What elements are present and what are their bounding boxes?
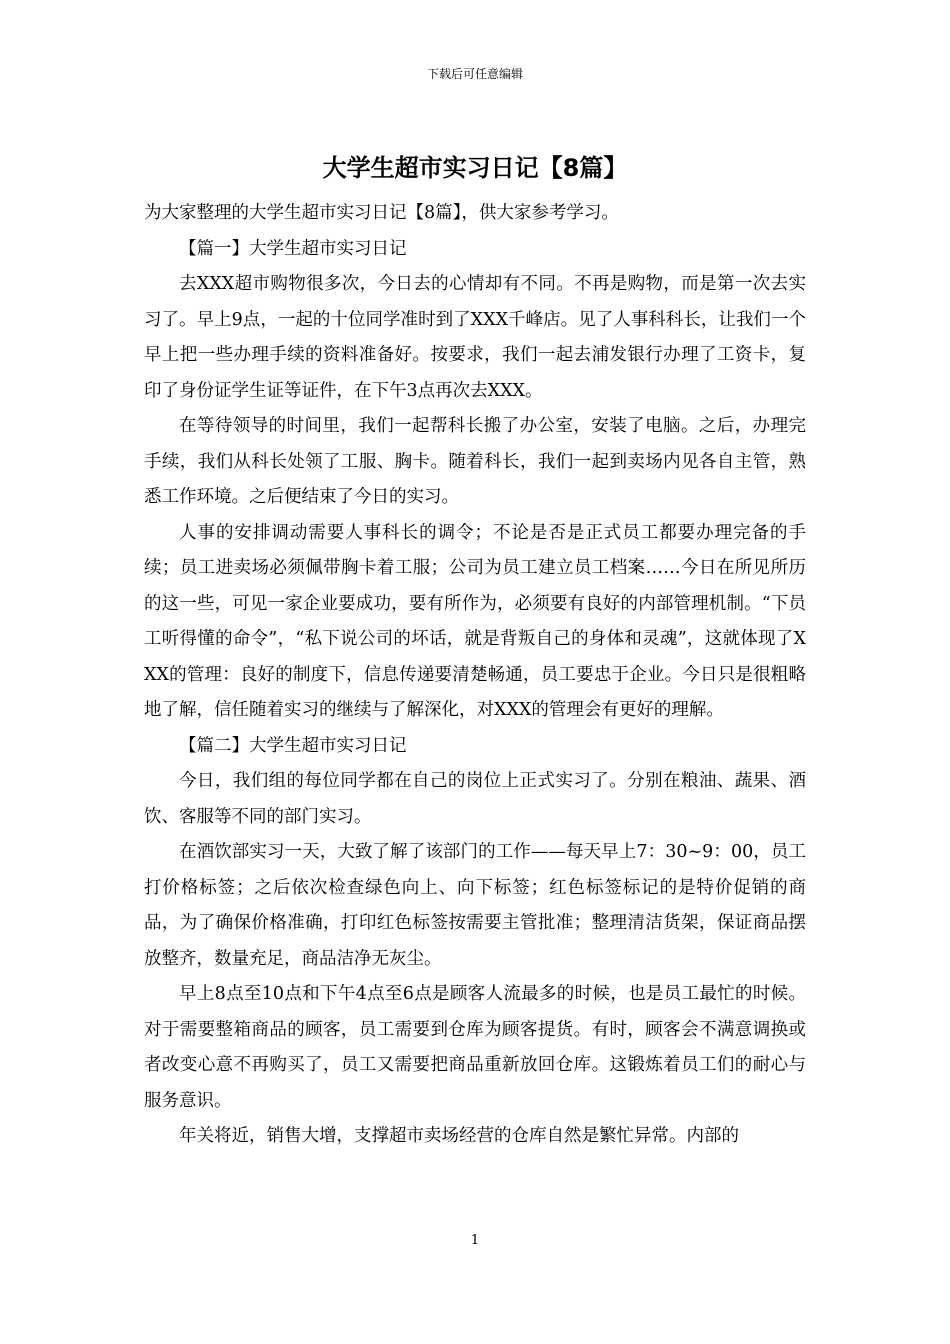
header-note: 下载后可任意编辑 [426, 67, 523, 81]
paragraph: 去XXX超市购物很多次，今日去的心情却有不同。不再是购物，而是第一次去实习了。早上9点，一起的十位同学准时到了XXX千峰店。见了人事科科长，让我们一个早上把一些办理手续的资料准备好。按要求，我们一起去浦发银行办理了工资卡，复印了身份证学生证等证件，在下午3点再次去XXX。 [144, 274, 806, 401]
page-number: 1 [470, 1233, 480, 1248]
document-title: 大学生超市实习日记【8篇】 [322, 154, 628, 182]
intro-paragraph: 为大家整理的大学生超市实习日记【8篇】，供大家参考学习。 [144, 203, 619, 223]
paragraph: 在等待领导的时间里，我们一起帮科长搬了办公室，安装了电脑。之后，办理完手续，我们从科长处领了工服、胸卡。随着科长，我们一起到卖场内见各自主管，熟悉工作环境。之后便结束了今日的实习。 [144, 416, 806, 507]
paragraph: 早上8点至10点和下午4点至6点是顾客人流最多的时候，也是员工最忙的时候。对于需要整箱商品的顾客，员工需要到仓库为顾客提货。有时，顾客会不满意调换或者改变心意不再购买了，员工又需要把商品重新放回仓库。这锻炼着员工们的耐心与服务意识。 [144, 984, 806, 1111]
document-body [144, 196, 806, 1155]
section-heading-2: 【篇二】大学生超市实习日记 [179, 735, 407, 756]
paragraph: 在酒饮部实习一天，大致了解了该部门的工作——每天早上7：30~9：00，员工打价格标签；之后依次检查绿色向上、向下标签；红色标签标记的是特价促销的商品，为了确保价格准确，打印红色标签按需要主管批准；整理清洁货架，保证商品摆放整齐，数量充足，商品洁净无灰尘。 [144, 842, 806, 969]
paragraph: 年关将近，销售大增，支撑超市卖场经营的仓库自然是繁忙异常。内部的 [179, 1126, 739, 1146]
section-heading-1: 【篇一】大学生超市实习日记 [179, 238, 407, 259]
paragraph: 今日，我们组的每位同学都在自己的岗位上正式实习了。分别在粮油、蔬果、酒饮、客服等不同的部门实习。 [144, 771, 806, 827]
paragraph: 人事的安排调动需要人事科长的调令；不论是否是正式员工都要办理完备的手续；员工进卖场必须佩带胸卡着工服；公司为员工建立员工档案……今日在所见所历的这一些，可见一家企业要成功，要有所作为，必须要有良好的内部管理机制。“下员工听得懂的命令”，“私下说公司的坏话，就是背叛自己的身体和灵魂”，这就体现了XXX的管理：良好的制度下，信息传递要清楚畅通，员工要忠于企业。今日只是很粗略地了解，信任随着实习的继续与了解深化，对XXX的管理会有更好的理解。 [144, 522, 806, 720]
